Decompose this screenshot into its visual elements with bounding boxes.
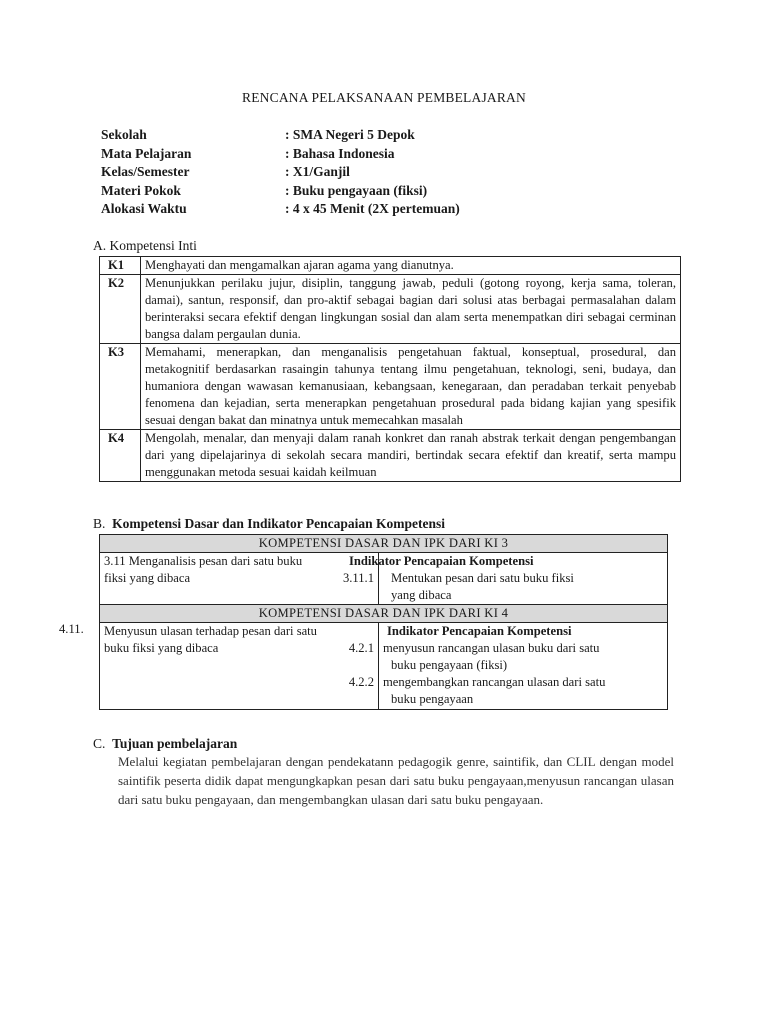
table-row bbox=[100, 257, 681, 275]
info-value-subject: : Bahasa Indonesia bbox=[285, 145, 395, 161]
ki-code: K1 bbox=[100, 257, 141, 275]
info-label-time: Alokasi Waktu bbox=[101, 201, 187, 216]
kd4-line1: Menyusun ulasan terhadap pesan dari satu bbox=[104, 624, 317, 638]
kd4-line2: buku fiksi yang dibaca bbox=[104, 641, 219, 655]
ipk4-number-2: 4.2.2 bbox=[348, 675, 374, 689]
section-c-heading: Tujuan pembelajaran bbox=[112, 736, 238, 751]
info-label-class: Kelas/Semester bbox=[101, 164, 190, 179]
page-title: RENCANA PELAKSANAAN PEMBELAJARAN bbox=[242, 90, 526, 105]
info-label-school: Sekolah bbox=[101, 127, 147, 142]
info-block bbox=[101, 127, 601, 227]
kd3-cell bbox=[100, 553, 379, 605]
ipk3-line2: yang dibaca bbox=[391, 588, 452, 602]
kd4-cell bbox=[100, 623, 379, 710]
section-b-prefix: B. bbox=[93, 516, 113, 531]
info-value-time: : 4 x 45 Menit (2X pertemuan) bbox=[285, 201, 460, 216]
section-c-prefix: C. bbox=[93, 736, 113, 751]
ki-text: Menghayati dan mengamalkan ajaran agama yang dianutnya. bbox=[141, 257, 681, 275]
ki-code: K4 bbox=[100, 430, 141, 482]
section-b-heading: Kompetensi Dasar dan Indikator Pencapaian Kompetensi bbox=[112, 516, 446, 531]
ki4-header: KOMPETENSI DASAR DAN IPK DARI KI 4 bbox=[100, 605, 668, 623]
info-label-topic: Materi Pokok bbox=[101, 182, 181, 198]
ipk3-number: 3.11.1 bbox=[342, 571, 374, 585]
ipk3-line1: Mentukan pesan dari satu buku fiksi bbox=[391, 571, 574, 585]
ipk3-heading: Indikator Pencapaian Kompetensi bbox=[349, 554, 534, 568]
section-b-title bbox=[93, 516, 445, 532]
table-row bbox=[100, 535, 668, 553]
table-row bbox=[100, 553, 668, 605]
ipk4-item1-line2: buku pengayaan (fiksi) bbox=[391, 658, 508, 672]
ipk4-item2-line1: mengembangkan rancangan ulasan dari satu bbox=[383, 675, 606, 689]
table-row bbox=[100, 344, 681, 430]
ipk4-item2-line2: buku pengayaan bbox=[391, 692, 474, 706]
core-competence-table bbox=[99, 256, 681, 482]
info-value-class: : X1/Ganjil bbox=[285, 164, 350, 179]
basic-competence-table bbox=[99, 534, 668, 710]
ipk4-heading: Indikator Pencapaian Kompetensi bbox=[387, 624, 572, 638]
ki-code: K3 bbox=[100, 344, 141, 430]
info-value-topic: : Buku pengayaan (fiksi) bbox=[285, 182, 428, 198]
section-a-title: A. Kompetensi Inti bbox=[93, 238, 197, 253]
learning-objective-paragraph: Melalui kegiatan pembelajaran dengan pendekatann pedagogik genre, saintifik, dan CLIL dengan model saintifik peserta didik dapat mengungkapkan pesan dari satu buku pengayaan,menyusun rancangan ulasan dari satu buku pengayaan, dan mengembangkan ulasan dari satu buku pengayaan. bbox=[118, 754, 674, 807]
kd3-line2: fiksi yang dibaca bbox=[104, 571, 191, 585]
ipk4-item1-line1: menyusun rancangan ulasan buku dari satu bbox=[383, 641, 600, 655]
ki-code: K2 bbox=[100, 275, 141, 344]
table-row bbox=[100, 605, 668, 623]
ki-text: Menunjukkan perilaku jujur, disiplin, tanggung jawab, peduli (gotong royong, kerja sama, toleran, damai), santun, responsif, dan pro-aktif sebagai bagian dari solusi atas berbagai permasalahan dalam berinteraksi secara efektif dengan lingkungan sosial dan alam serta menempatkan diri sebagai cerminan bangsa dalam pergaulan dunia. bbox=[141, 275, 681, 344]
table-row bbox=[100, 275, 681, 344]
ki3-header: KOMPETENSI DASAR DAN IPK DARI KI 3 bbox=[100, 535, 668, 553]
info-value-school: : SMA Negeri 5 Depok bbox=[285, 127, 415, 142]
info-label-subject: Mata Pelajaran bbox=[101, 145, 192, 161]
ki-text: Mengolah, menalar, dan menyaji dalam ranah konkret dan ranah abstrak terkait dengan pengembangan dari yang dipelajarinya di sekolah secara mandiri, bertindak secara efektif dan kreatif, serta mampu menggunakan metoda sesuai kaidah keilmuan bbox=[141, 430, 681, 482]
table-row bbox=[100, 623, 668, 710]
ipk4-number-1: 4.2.1 bbox=[348, 641, 374, 655]
kd3-line1: 3.11 Menganalisis pesan dari satu buku bbox=[104, 554, 303, 568]
ipk4-cell bbox=[379, 623, 668, 710]
kd-number-outside: 4.11. bbox=[59, 622, 84, 636]
ki-text: Memahami, menerapkan, dan menganalisis pengetahuan faktual, konseptual, prosedural, dan metakognitif berdasarkan rasaingin tahunya tentang ilmu pengetahuan, teknologi, seni, budaya, dan humaniora dengan wawasan kemanusiaan, kebangsaan, kenegaraan, dan peradaban terkait penyebab fenomena dan kejadian, serta menerapkan pengetahuan prosedural pada bidang kajian yang spesifik sesuai dengan bakat dan minatnya untuk memecahkan masalah bbox=[141, 344, 681, 430]
table-row bbox=[100, 430, 681, 482]
section-c-title bbox=[93, 736, 237, 752]
